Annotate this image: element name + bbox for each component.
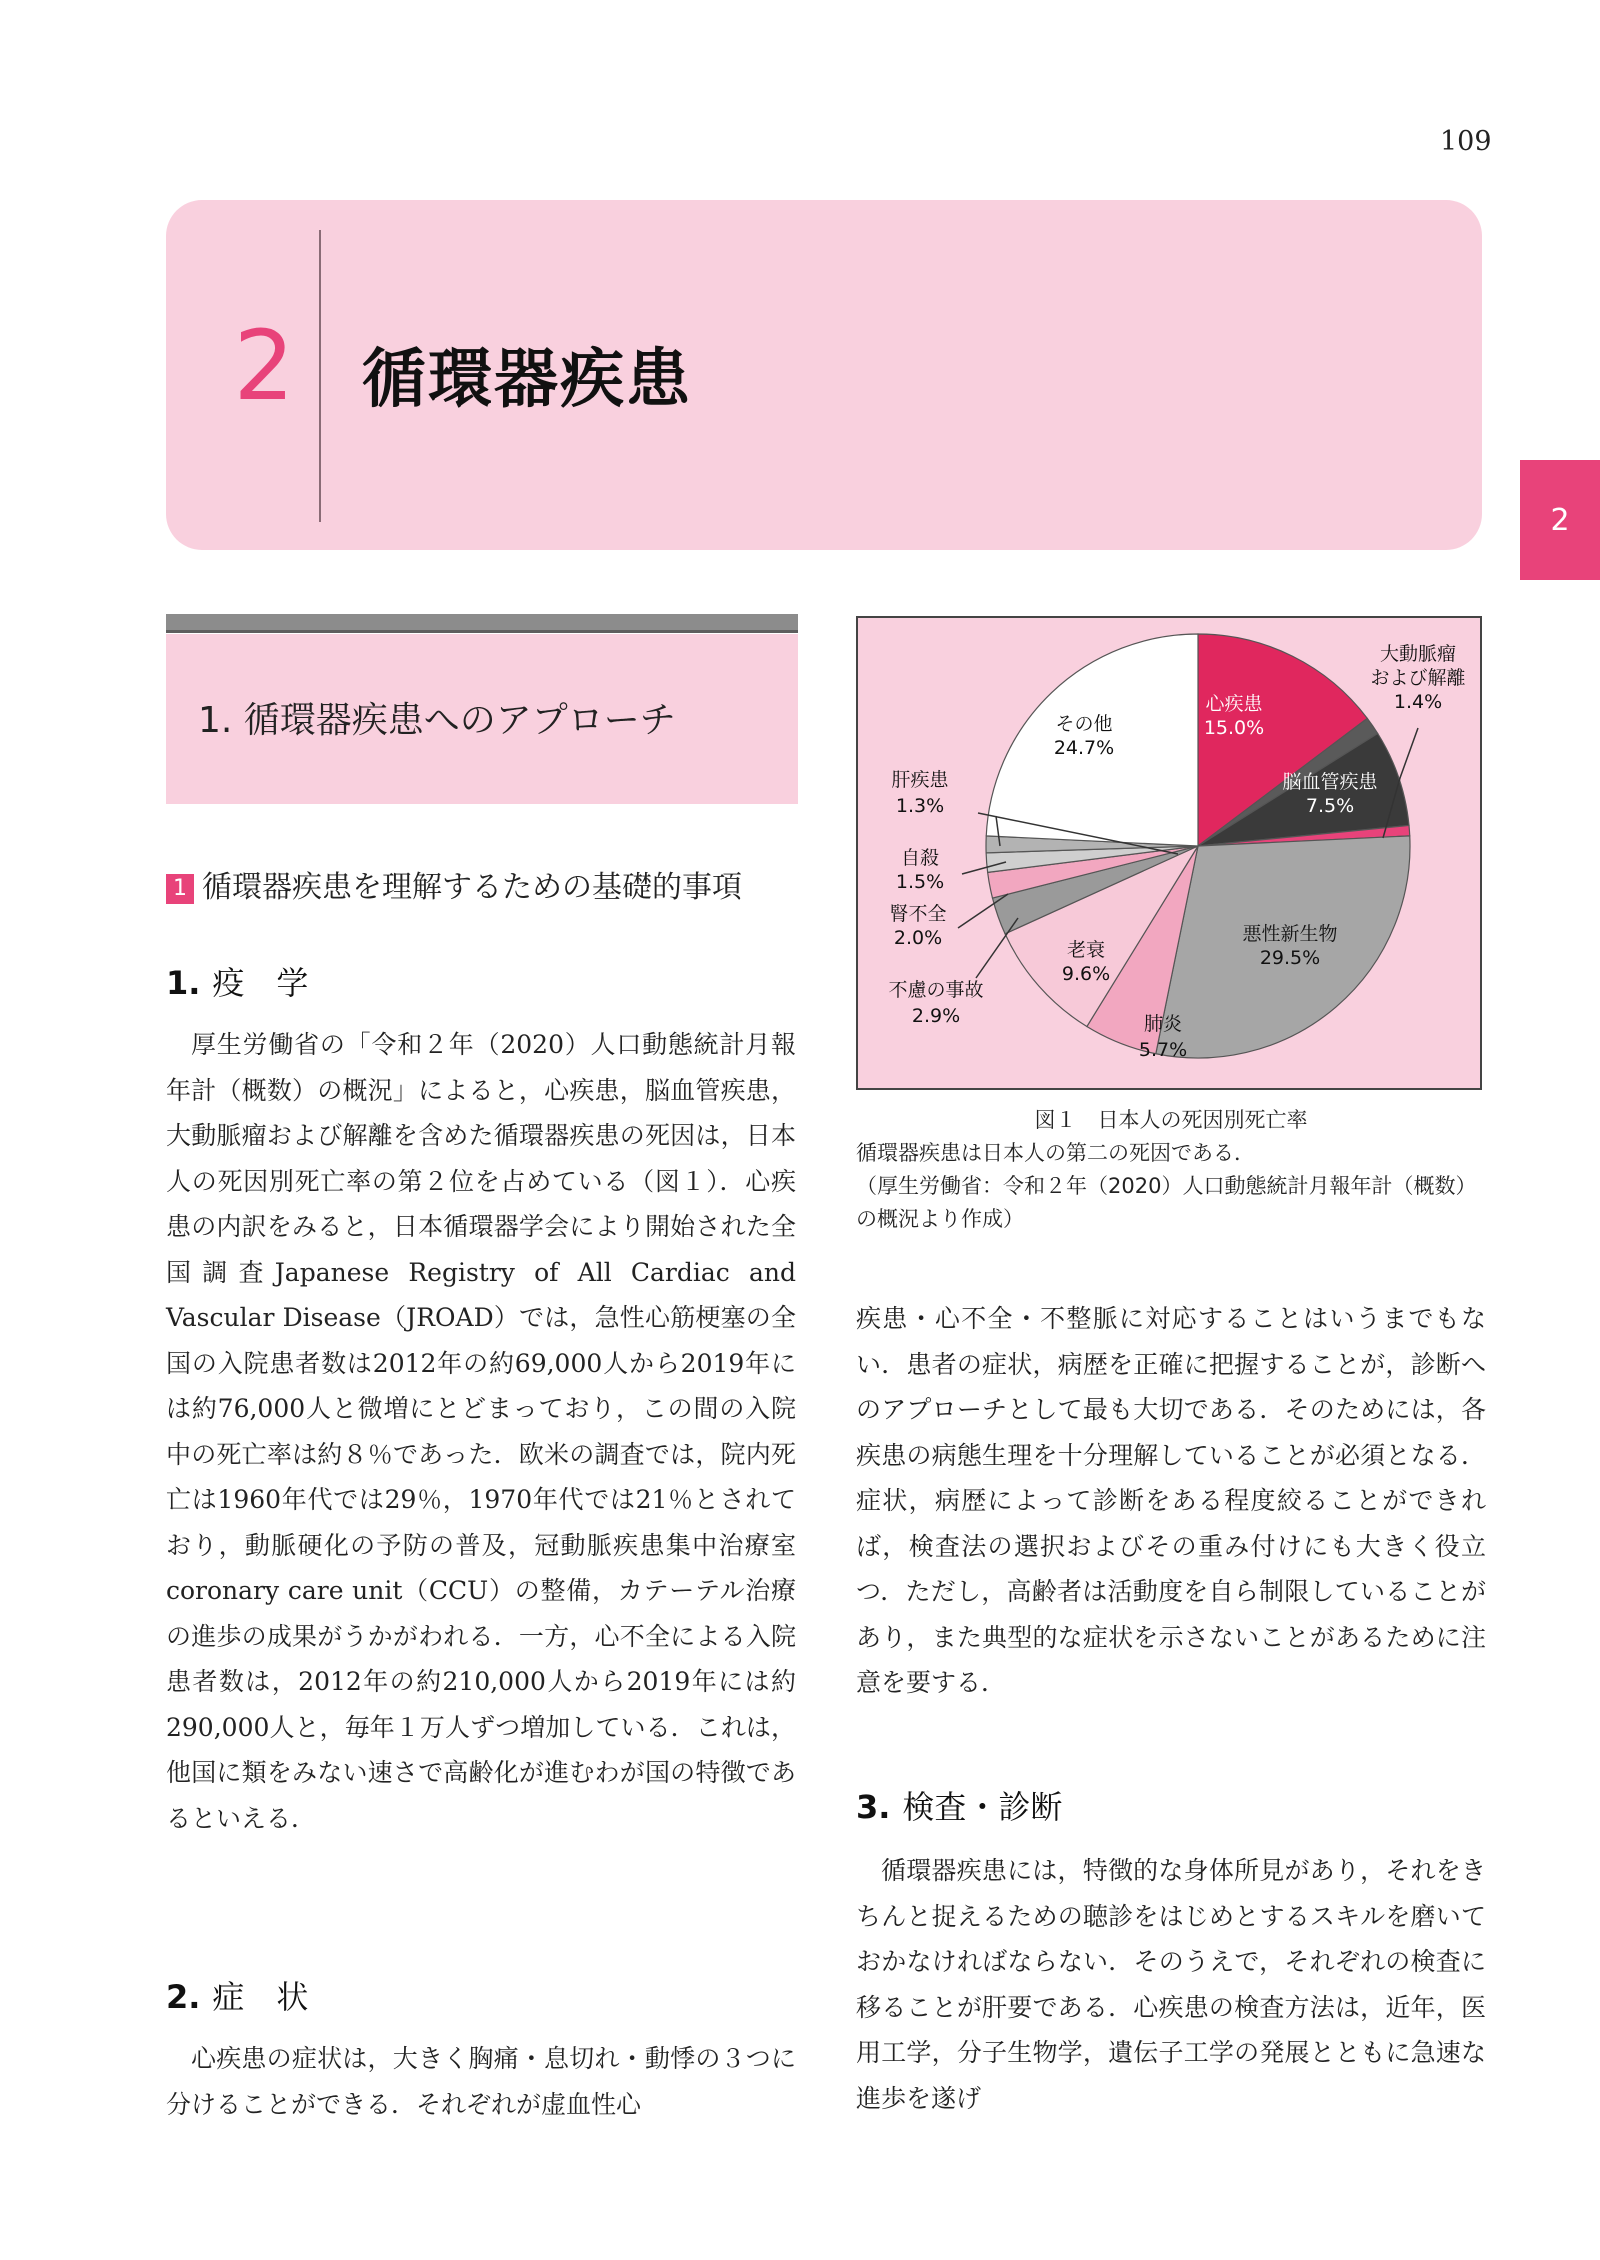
label-liver-name: 肝疾患 [891, 769, 949, 791]
figure-caption-line1: 循環器疾患は日本人の第二の死因である． [856, 1141, 1255, 1165]
label-accident-name: 不慮の事故 [888, 979, 984, 1001]
heading-exam-title: 検査・診断 [902, 1788, 1063, 1826]
pie-chart-svg [858, 618, 1480, 1088]
subsection-title: 循環器疾患を理解するための基礎的事項 [202, 870, 742, 905]
paragraph-exam: 循環器疾患には，特徴的な身体所見があり，それをきちんと捉えるための聴診をはじめとするスキルを磨いておかなければならない．そのうえで，それぞれの検査に移ることが肝要である．心疾患の検査方法は，近年，医用工学，分子生物学，遺伝子工学の発展とともに急速な進歩を遂げ [856, 1856, 1486, 2113]
figure-caption-title: 図１ 日本人の死因別死亡率 [1034, 1108, 1308, 1132]
subsection-number: 1 [166, 874, 194, 904]
heading-symptoms-number: 2. [166, 1978, 201, 2016]
section-title-bar [166, 614, 798, 633]
label-cancer-value: 29.5% [1259, 947, 1321, 969]
label-other-name: その他 [1055, 713, 1113, 735]
page-number: 109 [1440, 126, 1492, 157]
label-aorta-name1: 大動脈瘤 [1379, 643, 1457, 665]
label-suicide-name: 自殺 [900, 847, 940, 869]
heading-exam-number: 3. [856, 1788, 891, 1826]
label-cerebro-name: 脳血管疾患 [1282, 771, 1378, 793]
label-liver-value: 1.3% [895, 795, 945, 817]
heading-exam [856, 1782, 1062, 1828]
figure-caption [856, 1104, 1486, 1236]
heading-epidemiology [166, 958, 308, 1004]
figure-pie-chart [856, 616, 1482, 1090]
chapter-number: 2 [233, 310, 295, 422]
paragraph-epidemiology: 厚生労働省の「令和２年（2020）人口動態統計月報年計（概数）の概況」によると，心疾患，脳血管疾患，大動脈瘤および解離を含めた循環器疾患の死因は，日本人の死因別死亡率の第２位を占めている（図１）．心疾患の内訳をみると，日本循環器学会により開始された全国調査Japanese Registry of All Cardiac and Vascular Disease（JROAD）では，急性心筋梗塞の全国の入院患者数は2012年の約69,000人から2019年には約76,000人と微増にとどまっており，この間の入院中の死亡率は約８％であった．欧米の調査では，院内死亡は1960年代では29％，1970年代では21％とされており，動脈硬化の予防の普及，冠動脈疾患集中治療室coronary care unit（CCU）の整備，カテーテル治療の進歩の成果がうかがわれる．一方，心不全による入院患者数は，2012年の約210,000人から2019年には約290,000人と，毎年１万人ずつ増加している．これは，他国に類をみない速さで高齢化が進むわが国の特徴であるといえる． [166, 1030, 796, 1833]
label-pneumonia-name: 肺炎 [1143, 1013, 1183, 1035]
section-title: 1. 循環器疾患へのアプローチ [198, 700, 676, 741]
heading-epidemiology-title: 疫 学 [212, 964, 309, 1002]
paragraph-symptoms-continued: 疾患・心不全・不整脈に対応することはいうまでもない．患者の症状，病歴を正確に把握することが，診断へのアプローチとして最も大切である．そのためには，各疾患の病態生理を十分理解していることが必須となる．症状，病歴によって診断をある程度絞ることができれば，検査法の選択およびその重み付けにも大きく役立つ．ただし，高齢者は活動度を自ら制限していることがあり，また典型的な症状を示さないことがあるために注意を要する． [856, 1304, 1486, 1697]
banner-divider [319, 230, 321, 522]
subsection-heading [166, 862, 806, 906]
chapter-side-tab-label: 2 [1550, 502, 1570, 538]
label-heart-value: 15.0% [1203, 717, 1265, 739]
label-cerebro-value: 7.5% [1305, 795, 1355, 817]
paragraph-symptoms: 心疾患の症状は，大きく胸痛・息切れ・動悸の３つに分けることができる．それぞれが虚血性心 [166, 2044, 796, 2119]
label-cancer-name: 悪性新生物 [1242, 923, 1338, 945]
label-other-value: 24.7% [1053, 737, 1115, 759]
chapter-side-tab [1520, 460, 1600, 580]
figure-caption-line2: （厚生労働省：令和２年（2020）人口動態統計月報年計（概数）の概況より作成） [856, 1174, 1477, 1231]
chapter-banner [166, 200, 1482, 550]
label-renal-value: 2.0% [893, 927, 943, 949]
chapter-title: 循環器疾患 [362, 343, 692, 417]
heading-epidemiology-number: 1. [166, 964, 201, 1002]
label-renal-name: 腎不全 [889, 903, 947, 925]
section-title-box [166, 634, 798, 804]
label-suicide-value: 1.5% [895, 871, 945, 893]
label-senility-value: 9.6% [1061, 963, 1111, 985]
label-heart-name: 心疾患 [1205, 693, 1263, 715]
pie-slices [986, 634, 1410, 1058]
heading-symptoms-title: 症 状 [212, 1978, 309, 2016]
label-aorta-value: 1.4% [1393, 691, 1443, 713]
label-aorta-name2: および解離 [1370, 667, 1466, 689]
heading-symptoms [166, 1972, 308, 2018]
label-pneumonia-value: 5.7% [1138, 1039, 1188, 1061]
label-senility-name: 老衰 [1066, 939, 1106, 961]
label-accident-value: 2.9% [911, 1005, 961, 1027]
